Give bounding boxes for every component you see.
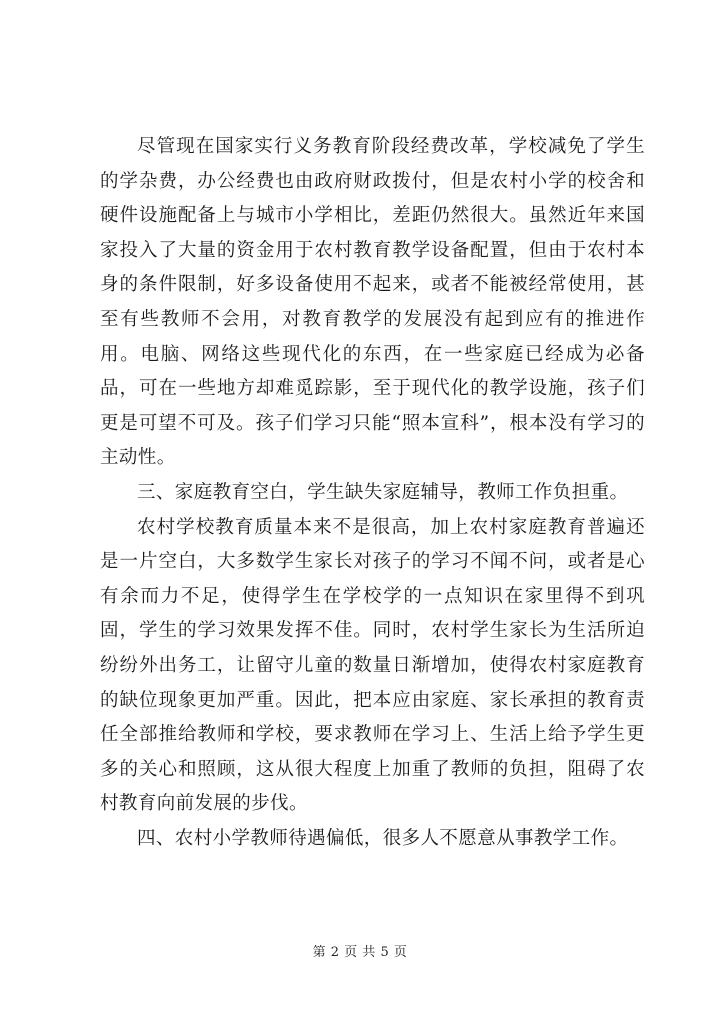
document-body: [100, 130, 645, 856]
page-number-footer: 第 2 页 共 5 页: [312, 945, 408, 960]
section-heading-3: 三、家庭教育空白，学生缺失家庭辅导，教师工作负担重。: [137, 481, 629, 503]
paragraph-family-education: 农村学校教育质量本来不是很高，加上农村家庭教育普遍还是一片空白，大多数学生家长对孩子的学习不闻不问，或者是心有余而力不足，使得学生在学校学的一点知识在家里得不到巩固，学生的学习效果发挥不佳。同时，农村学生家长为生活所迫纷纷外出务工，让留守儿童的数量日渐增加，使得农村家庭教育的缺位现象更加严重。因此，把本应由家庭、家长承担的教育责任全部推给教师和学校，要求教师在学习上、生活上给予学生更多的关心和照顾，这从很大程度上加重了教师的负担，阻碍了农村教育向前发展的步伐。: [100, 516, 645, 815]
paragraph-funding-gap: 尽管现在国家实行义务教育阶段经费改革，学校减免了学生的学杂费，办公经费也由政府财政拨付，但是农村小学的校舍和硬件设施配备上与城市小学相比，差距仍然很大。虽然近年来国家投入了大量的资金用于农村教育教学设备配置，但由于农村本身的条件限制，好多设备使用不起来，或者不能被经常使用，甚至有些教师不会用，对教育教学的发展没有起到应有的推进作用。电脑、网络这些现代化的东西，在一些家庭已经成为必备品，可在一些地方却难觅踪影，至于现代化的教学设施，孩子们更是可望不可及。孩子们学习只能“照本宣科”，根本没有学习的主动性。: [100, 136, 645, 469]
section-heading-4: 四、农村小学教师待遇偏低，很多人不愿意从事教学工作。: [137, 827, 629, 849]
